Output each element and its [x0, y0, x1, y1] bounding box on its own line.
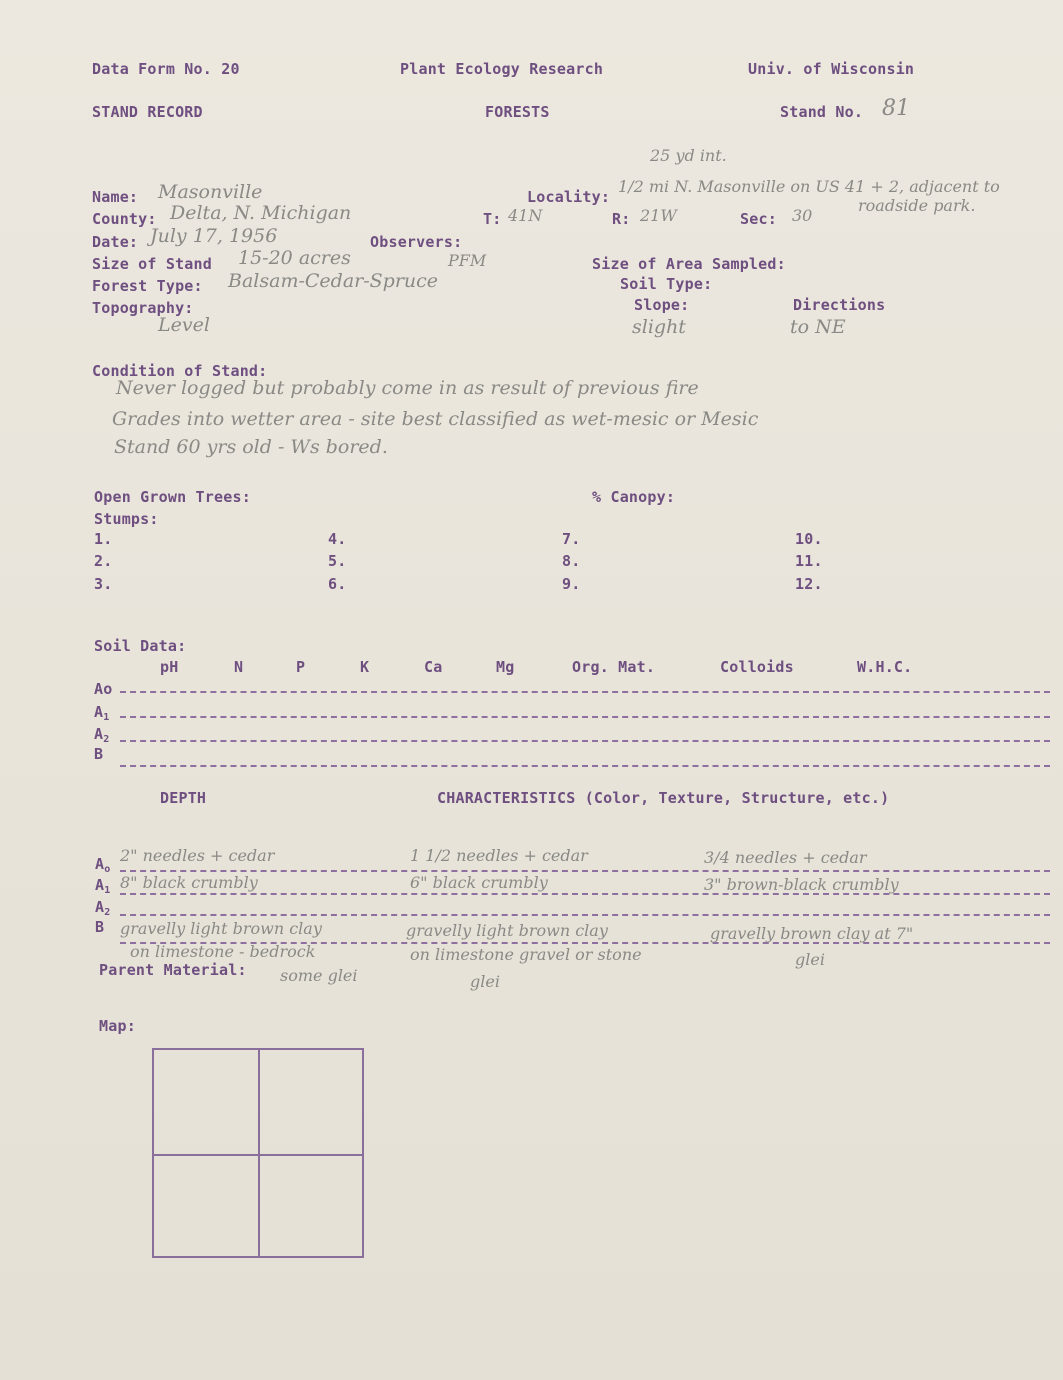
soil-row-label: $A_1$ [94, 703, 110, 723]
profile-row-line [120, 870, 1050, 872]
name-label: Name: [92, 188, 139, 206]
soil-row-label: $A_2$ [94, 725, 110, 745]
ao-entry: 3/4 needles + cedar [704, 848, 867, 867]
stump-number: 3. [94, 575, 113, 593]
directions-value: to NE [790, 316, 846, 338]
soil-column-header: Colloids [720, 658, 794, 676]
county-value: Delta, N. Michigan [170, 202, 352, 224]
ao-entry: 2" needles + cedar [120, 846, 275, 865]
stumps-label: Stumps: [94, 510, 159, 528]
horizon-label: $A_o$ [95, 855, 111, 875]
date-label: Date: [92, 233, 139, 251]
stump-number: 10. [795, 530, 823, 548]
institution: Univ. of Wisconsin [748, 60, 915, 78]
a1-entry: 3" brown-black crumbly [704, 875, 899, 894]
slope-label: Slope: [634, 296, 690, 314]
soil-row-line [120, 691, 1050, 693]
profile-row-line [120, 914, 1050, 916]
soil-column-header: N [234, 658, 244, 676]
stand-number-value: 81 [882, 96, 910, 121]
horizon-label: $A_2$ [95, 898, 111, 918]
parent-entry: on limestone gravel or stone [410, 945, 642, 964]
section-label: Sec: [740, 210, 777, 228]
category-title: FORESTS [485, 103, 550, 121]
condition-line-2: Grades into wetter area - site best classified as wet-mesic or Mesic [112, 408, 759, 430]
program-title: Plant Ecology Research [400, 60, 604, 78]
a1-entry: 8" black crumbly [120, 873, 258, 892]
stump-number: 12. [795, 575, 823, 593]
depth-label: DEPTH [160, 789, 207, 807]
horizon-label: $A_1$ [95, 876, 111, 896]
characteristics-label: CHARACTERISTICS (Color, Texture, Structure, etc.) [437, 789, 890, 807]
soil-row-label: B [94, 745, 104, 763]
soil-type-label: Soil Type: [620, 275, 713, 293]
parent-entry: glei [795, 950, 825, 969]
forest-type-label: Forest Type: [92, 277, 203, 295]
map-grid [152, 1048, 364, 1258]
topography-value: Level [158, 314, 210, 336]
observers-label: Observers: [370, 233, 463, 251]
map-label: Map: [99, 1017, 136, 1035]
condition-line-3: Stand 60 yrs old - Ws bored. [114, 436, 388, 458]
range-value: 21W [640, 206, 677, 225]
soil-column-header: P [296, 658, 306, 676]
directions-label: Directions [793, 296, 886, 314]
township-label: T: [483, 210, 502, 228]
soil-column-header: Mg [496, 658, 515, 676]
soil-column-header: pH [160, 658, 179, 676]
soil-row-label: Ao [94, 680, 113, 698]
parent-material-label: Parent Material: [99, 961, 247, 979]
parent-entry: on limestone - bedrock [130, 942, 316, 961]
stump-number: 7. [562, 530, 581, 548]
soil-row-line [120, 740, 1050, 742]
record-title: STAND RECORD [92, 103, 203, 121]
slope-value: slight [632, 316, 686, 338]
soil-row-line [120, 716, 1050, 718]
stand-size-value: 15-20 acres [238, 247, 351, 269]
stump-number: 5. [328, 552, 347, 570]
open-grown-trees-label: Open Grown Trees: [94, 488, 251, 506]
county-label: County: [92, 210, 157, 228]
observers-value: PFM [448, 251, 487, 270]
b-entry: gravelly light brown clay [406, 921, 608, 940]
stump-number: 6. [328, 575, 347, 593]
soil-column-header: Org. Mat. [572, 658, 656, 676]
stump-number: 11. [795, 552, 823, 570]
locality-note: 25 yd int. [650, 146, 727, 165]
stump-number: 4. [328, 530, 347, 548]
soil-column-header: Ca [424, 658, 443, 676]
name-value: Masonville [158, 181, 263, 203]
map-divider-vertical [258, 1050, 260, 1256]
condition-label: Condition of Stand: [92, 362, 268, 380]
a1-entry: 6" black crumbly [410, 873, 548, 892]
profile-row-line [120, 893, 1050, 895]
stump-number: 9. [562, 575, 581, 593]
b-entry: gravelly light brown clay [120, 919, 322, 938]
stand-number-label: Stand No. [780, 103, 864, 121]
soil-column-header: K [360, 658, 370, 676]
locality-value-continued: roadside park. [858, 196, 976, 215]
date-value: July 17, 1956 [150, 225, 278, 247]
range-label: R: [612, 210, 631, 228]
soil-data-label: Soil Data: [94, 637, 187, 655]
stand-size-label: Size of Stand [92, 255, 212, 273]
forest-type-value: Balsam-Cedar-Spruce [228, 270, 439, 292]
section-value: 30 [792, 206, 813, 225]
locality-label: Locality: [527, 188, 611, 206]
form-number: Data Form No. 20 [92, 60, 240, 78]
stump-number: 1. [94, 530, 113, 548]
canopy-label: % Canopy: [592, 488, 676, 506]
horizon-label: B [95, 918, 105, 936]
map-divider-horizontal [154, 1154, 362, 1156]
ao-entry: 1 1/2 needles + cedar [410, 846, 588, 865]
parent-note: glei [470, 972, 500, 991]
stump-number: 8. [562, 552, 581, 570]
soil-row-line [120, 765, 1050, 767]
parent-note: some glei [280, 966, 358, 985]
area-sampled-label: Size of Area Sampled: [592, 255, 786, 273]
condition-line-1: Never logged but probably come in as result of previous fire [116, 377, 699, 399]
b-entry: gravelly brown clay at 7" [710, 924, 914, 943]
stump-number: 2. [94, 552, 113, 570]
locality-value: 1/2 mi N. Masonville on US 41 + 2, adjacent to [618, 177, 1000, 196]
township-value: 41N [508, 206, 543, 225]
soil-column-header: W.H.C. [857, 658, 913, 676]
topography-label: Topography: [92, 299, 194, 317]
